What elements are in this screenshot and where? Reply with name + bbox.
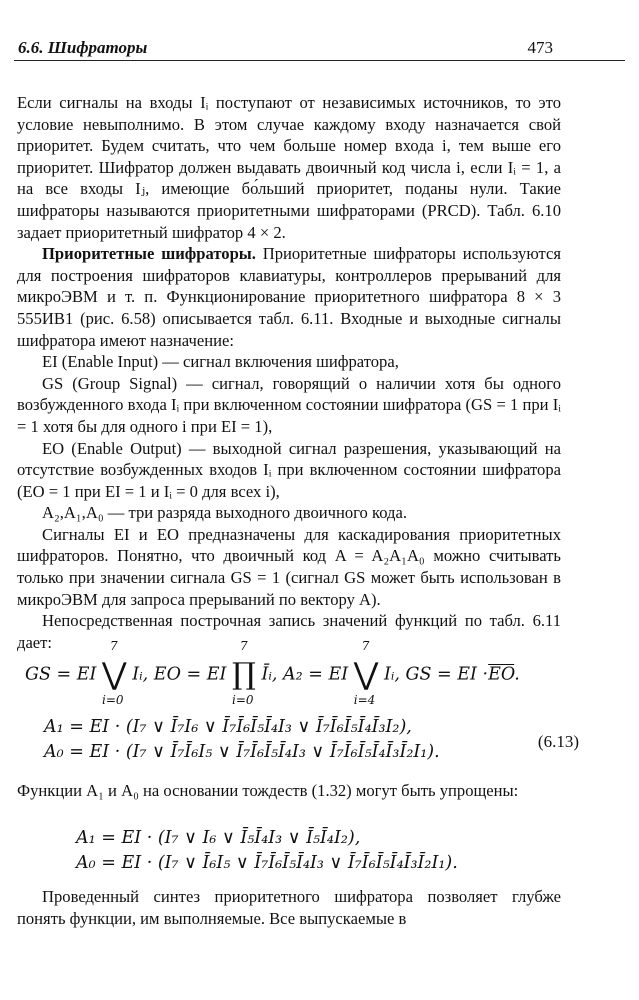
or-operator-icon: ⋁ 7 i=4 xyxy=(353,639,379,707)
equation-a1: A₁ = EI · (I₇ ∨ Ī₇I₆ ∨ Ī₇Ī₆Ī₅Ī₄I₃ ∨ Ī₇Ī₆Ī₅Ī₄Ī₃I₂), xyxy=(44,717,412,737)
run-in-heading: Приоритетные шифраторы. xyxy=(42,244,256,264)
equation-number: (6.13) xyxy=(537,732,579,751)
paragraph-synthesis: Проведенный синтез приоритетного шифратора позволяет глубже понять функции, им выполняемые. Все выпускаемые в xyxy=(17,887,561,928)
paragraph-simplification: Функции A₁ и A₀ на основании тождеств (1.32) могут быть упрощены: xyxy=(17,781,519,800)
equation-a0: A₀ = EI · (I₇ ∨ Ī₇Ī₆I₅ ∨ Ī₇Ī₆Ī₅Ī₄I₃ ∨ Ī₇Ī₆Ī₅Ī₄Ī₃Ī₂I₁). xyxy=(44,742,440,762)
text-body xyxy=(17,92,561,653)
page-number: 473 xyxy=(527,38,553,57)
product-operator-icon: ∏ 7 i=0 xyxy=(231,639,256,707)
text-body-3 xyxy=(17,886,561,929)
definition-ei: EI (Enable Input) — сигнал включения шифратора, xyxy=(42,352,399,372)
paragraph-cascading: Сигналы EI и EO предназначены для каскадирования приоритетных шифраторов. Понятно, что двоичный код A = A₂A₁A₀ можно считывать только при значении сигнала GS = 1 (сигнал GS может быть использован в микроЭВМ для запроса прерываний по вектору A). xyxy=(17,524,561,609)
or-operator-icon: ⋁ 7 i=0 xyxy=(102,639,127,707)
paragraph-priority-intro: Если сигналы на входы Iᵢ поступают от независимых источников, то это условие невыполнимо. В этом случае каждому входу назначается свой приоритет. Будем считать, что чем больше номер входа i, тем выше его приоритет. Шифратор должен выдавать двоичный код числа i, если Iᵢ = 1, а на все входы Iⱼ, имеющие бо́льший приоритет, поданы нули. Такие шифраторы называются приоритетными шифраторами (PRCD). Табл. 6.10 задает приоритетный шифратор 4 × 2. xyxy=(17,93,561,242)
text-body-2 xyxy=(17,780,561,802)
definition-a: A₂,A₁,A₀ — три разряда выходного двоичного кода. xyxy=(42,503,407,523)
running-header xyxy=(14,36,625,61)
equation-a0-simplified: A₀ = EI · (I₇ ∨ Ī₆I₅ ∨ Ī₇Ī₆Ī₅Ī₄I₃ ∨ Ī₇Ī₆Ī₅Ī₄Ī₃Ī₂I₁). xyxy=(76,853,458,873)
definition-eo: EO (Enable Output) — выходной сигнал разрешения, указывающий на отсутствие возбужденных входов Iᵢ при включенном состоянии шифратора (EO = 1 при EI = 1 и Iᵢ = 0 для всех i), xyxy=(17,438,561,501)
section-title: 6.6. Шифраторы xyxy=(18,38,148,57)
equation-gs-eo-a2: GS = EI ⋁ 7 i=0 Iᵢ, EO = EI ∏ 7 i=0 Īᵢ, A₂ = EI ⋁ 7 i=4 Iᵢ, GS = EI $\cdot\overline{EO}$. xyxy=(25,639,520,707)
paragraph-table-record: Непосредственная построчная запись значений функций по табл. 6.11 дает: xyxy=(17,611,561,652)
definition-gs: GS (Group Signal) — сигнал, говорящий о наличии хотя бы одного возбужденного входа Iᵢ при включенном состоянии шифратора (GS = 1 при Iᵢ = 1 хотя бы для одного i при EI = 1), xyxy=(17,373,561,436)
paragraph-priority-encoders xyxy=(17,243,561,351)
paragraph-text: Приоритетные шифраторы используются для построения шифраторов клавиатуры, контроллеров прерываний для микроЭВМ и т. п. Функционирование приоритетного шифратора 8 × 3 555ИВ1 (рис. 6.58) описывается табл. 6.11. Входные и выходные сигналы шифратора имеют назначение: xyxy=(17,244,561,350)
equation-a1-simplified: A₁ = EI · (I₇ ∨ I₆ ∨ Ī₅Ī₄I₃ ∨ Ī₅Ī₄I₂), xyxy=(76,828,361,848)
